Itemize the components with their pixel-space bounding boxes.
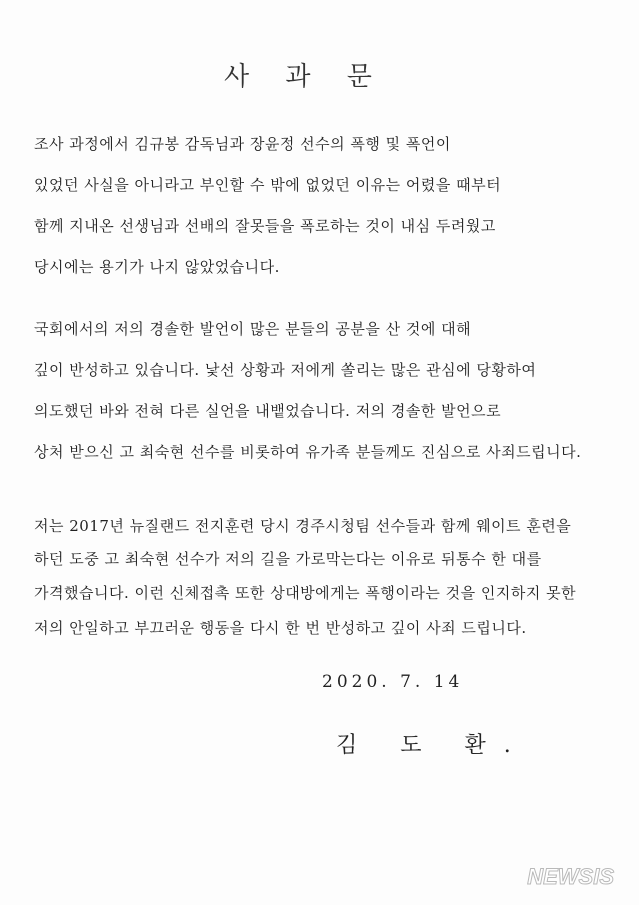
- letter-title: 사 과 문: [224, 62, 386, 92]
- paragraph-2-line-4: 상처 받으신 고 최숙현 선수를 비롯하여 유가족 분들께도 진심으로 사죄드립니다.: [34, 443, 582, 461]
- paragraph-2-line-3: 의도했던 바와 전혀 다른 실언을 내뱉었습니다. 저의 경솔한 발언으로: [34, 402, 502, 420]
- watermark-text: NEWSIS: [527, 864, 614, 889]
- paragraph-3-line-4: 저의 안일하고 부끄러운 행동을 다시 한 번 반성하고 깊이 사죄 드립니다.: [34, 619, 527, 637]
- letter-date: 2020. 7. 14: [322, 672, 464, 692]
- paragraph-2-line-1: 국회에서의 저의 경솔한 발언이 많은 분들의 공분을 산 것에 대해: [34, 320, 472, 338]
- paragraph-3-line-2: 하던 도중 고 최숙현 선수가 저의 길을 가로막는다는 이유로 뒤통수 한 대를: [34, 550, 542, 568]
- paragraph-2-line-2: 깊이 반성하고 있습니다. 낯선 상황과 저에게 쏠리는 많은 관심에 당황하여: [34, 361, 537, 379]
- newsis-watermark: [488, 862, 618, 890]
- paragraph-1-line-4: 당시에는 용기가 나지 않았었습니다.: [34, 258, 280, 276]
- paragraph-1-line-1: 조사 과정에서 김규봉 감독님과 장윤정 선수의 폭행 및 폭언이: [34, 135, 451, 153]
- paragraph-3-line-3: 가격했습니다. 이런 신체접촉 또한 상대방에게는 폭행이라는 것을 인지하지 못한: [34, 584, 577, 602]
- paragraph-1-line-2: 있었던 사실을 아니라고 부인할 수 밖에 없었던 이유는 어렸을 때부터: [34, 176, 502, 194]
- signature: 김 도 환.: [336, 733, 529, 758]
- paragraph-1-line-3: 함께 지내온 선생님과 선배의 잘못들을 폭로하는 것이 내심 두려웠고: [34, 217, 496, 235]
- paragraph-3-line-1: 저는 2017년 뉴질랜드 전지훈련 당시 경주시청팀 선수들과 함께 웨이트 훈련을: [34, 517, 572, 535]
